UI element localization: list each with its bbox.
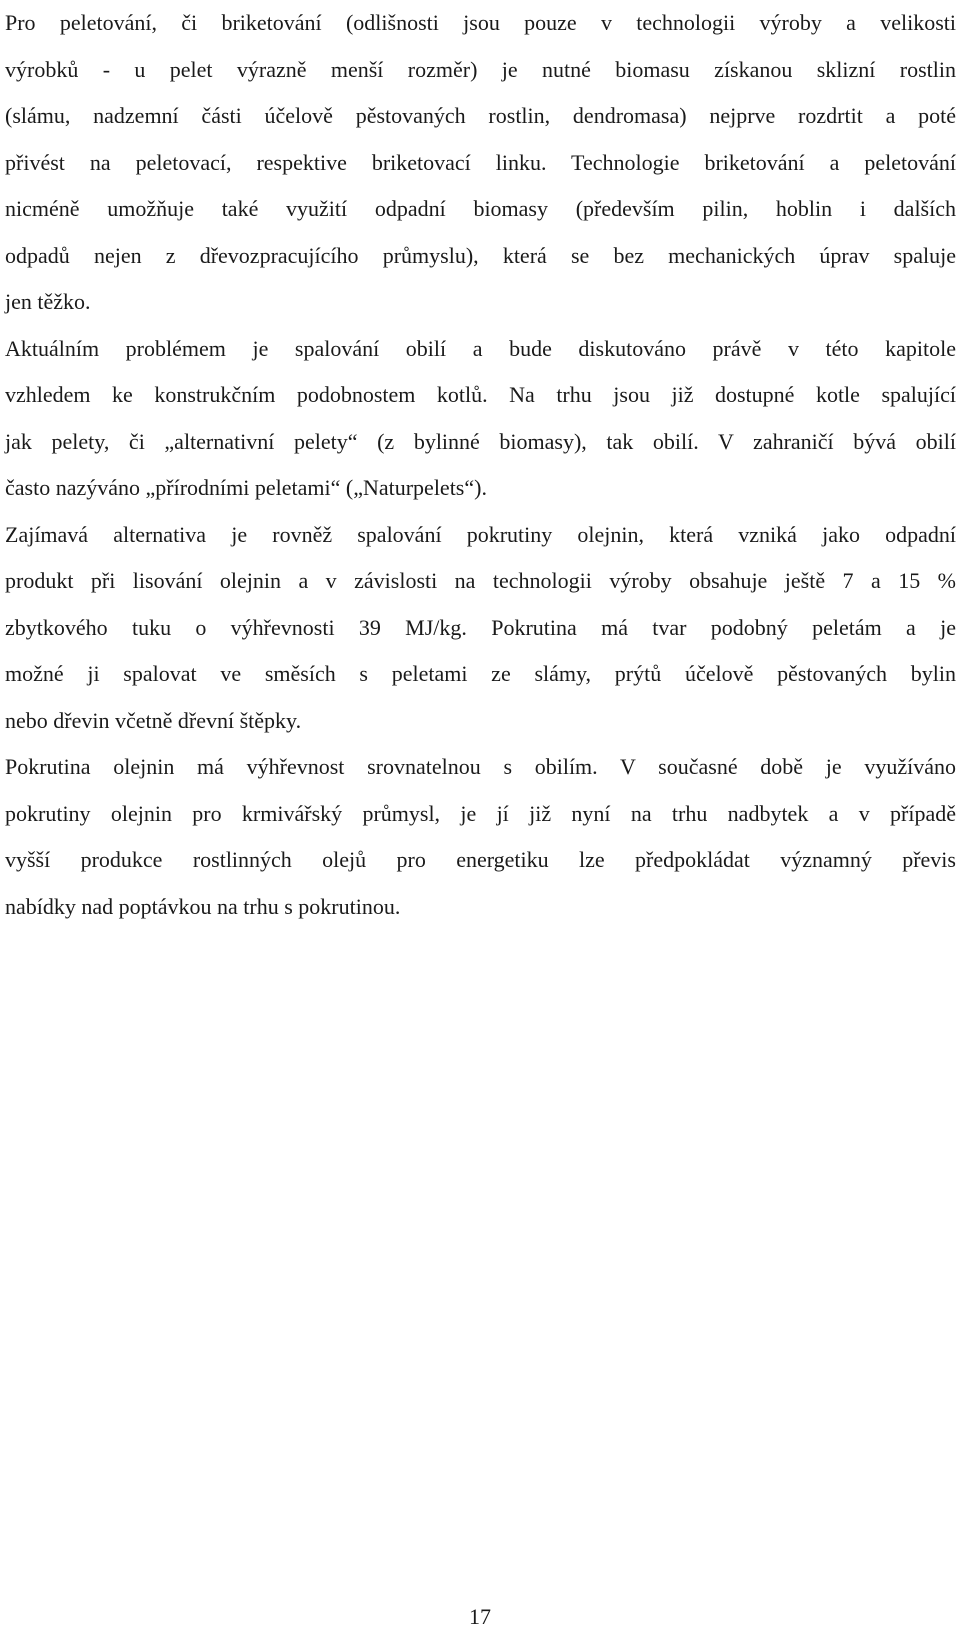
page-number: 17 — [469, 1604, 491, 1629]
text-line: Pokrutina olejnin má výhřevnost srovnatelnou s obilím. V současné době je využíváno — [5, 754, 956, 779]
text-line: zbytkového tuku o výhřevnosti 39 MJ/kg. Pokrutina má tvar podobný peletám a je — [5, 614, 956, 640]
text-line: jak pelety, či „alternativní pelety“ (z bylinné biomasy), tak obilí. V zahraničí bývá obilí — [5, 428, 956, 454]
text-line: produkt při lisování olejnin a v závislosti na technologii výroby obsahuje ještě 7 a 15 % — [5, 568, 956, 593]
paragraph-4 — [5, 744, 956, 930]
text-line: jen těžko. — [5, 289, 91, 314]
text-line: výrobků - u pelet výrazně menší rozměr) je nutné biomasu získanou sklizní rostlin — [5, 56, 956, 82]
text-line: vzhledem ke konstrukčním podobnostem kotlů. Na trhu jsou již dostupné kotle spalující — [5, 382, 956, 407]
text-line: Pro peletování, či briketování (odlišnosti jsou pouze v technologii výroby a velikosti — [5, 10, 956, 35]
text-line: vyšší produkce rostlinných olejů pro energetiku lze předpokládat významný převis — [5, 847, 956, 872]
text-line: nabídky nad poptávkou na trhu s pokrutinou. — [5, 893, 401, 919]
paragraph-3 — [5, 512, 956, 745]
text-line: Zajímavá alternativa je rovněž spalování pokrutiny olejnin, která vzniká jako odpadní — [5, 521, 956, 547]
body-text — [5, 0, 956, 930]
paragraph-2 — [5, 326, 956, 512]
text-line: odpadů nejen z dřevozpracujícího průmyslu), která se bez mechanických úprav spaluje — [5, 242, 956, 268]
paragraph-1 — [5, 0, 956, 326]
text-line: přivést na peletovací, respektive briketovací linku. Technologie briketování a peletování — [5, 149, 956, 175]
text-line: nicméně umožňuje také využití odpadní biomasy (především pilin, hoblin i dalších — [5, 196, 956, 221]
text-line: možné ji spalovat ve směsích s peletami ze slámy, prýtů účelově pěstovaných bylin — [5, 661, 956, 686]
text-line: často nazýváno „přírodními peletami“ („Naturpelets“). — [5, 475, 487, 500]
text-line: pokrutiny olejnin pro krmivářský průmysl, je jí již nyní na trhu nadbytek a v případě — [5, 800, 956, 826]
text-line: (slámu, nadzemní části účelově pěstovaných rostlin, dendromasa) nejprve rozdrtit a poté — [5, 103, 956, 128]
text-line: Aktuálním problémem je spalování obilí a bude diskutováno právě v této kapitole — [5, 335, 956, 361]
text-line: nebo dřevin včetně dřevní štěpky. — [5, 707, 302, 733]
